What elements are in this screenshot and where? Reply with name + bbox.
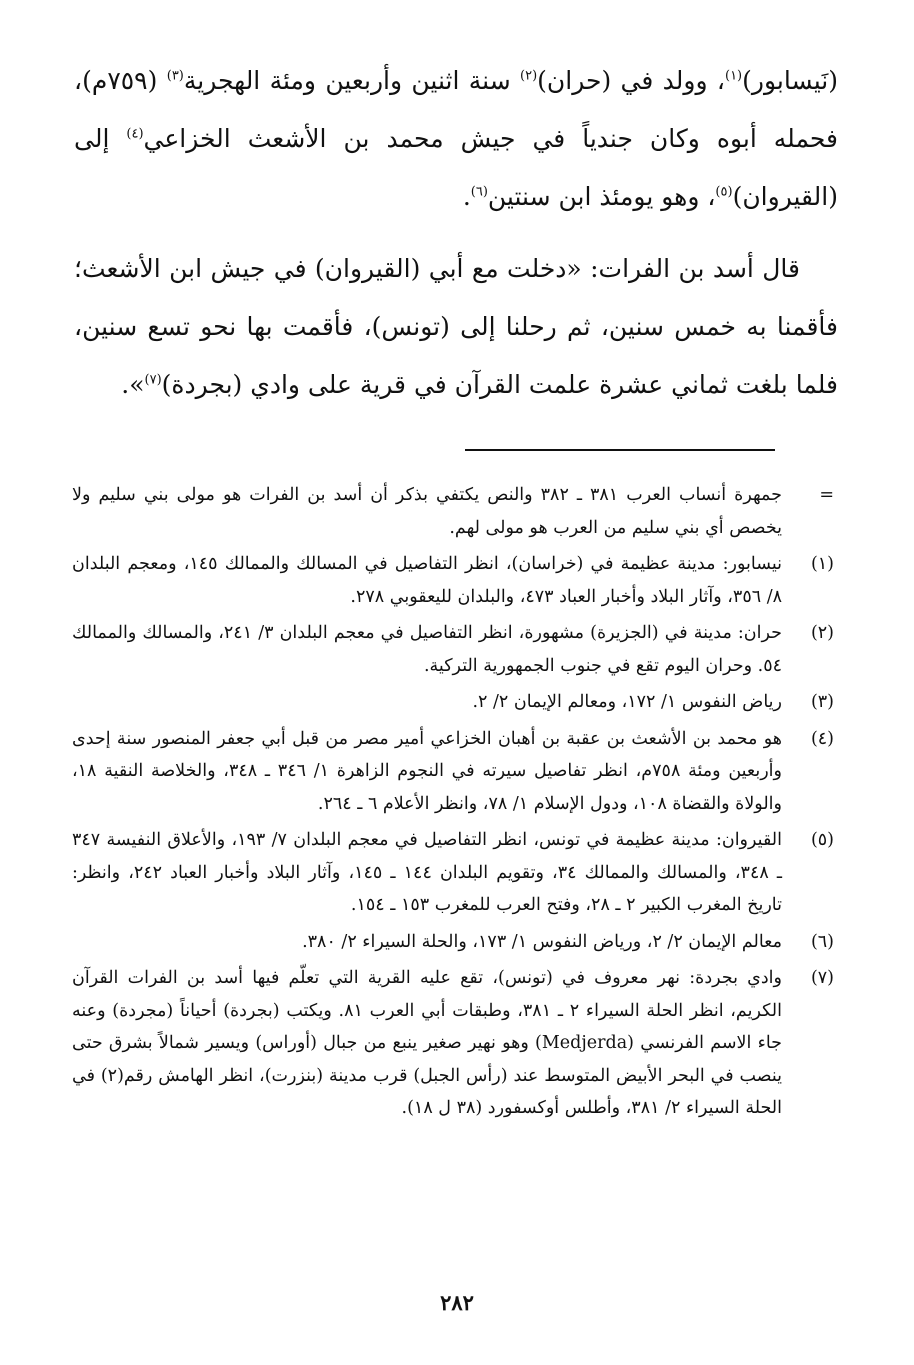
footnote-number: (٥) <box>810 830 834 850</box>
page-number: ٢٨٢ <box>440 1290 474 1315</box>
text-run: (٧٥٩م)، فحمله أبوه وكان جندياً في جيش محمد بن الأشعث الخزاعي <box>74 66 838 153</box>
footnote-text: وادي بجردة: نهر معروف في (تونس)، تقع عليه القرية التي تعلّم فيها أسد بن الفرات القرآن الكريم، انظر الحلة السيراء ٢ ـ ٣٨١، وطبقات أبي العرب ٨١. ويكتب (بجردة) أحياناً (مجردة) وعنه جاء الاسم الفرنسي (Medjerda) وهو نهير صغير ينبع من جبال (أوراس) ويسير شمالاً بشرق حتى ينصب في البحر الأبيض المتوسط عند (رأس الجبل) قرب مدينة (بنزرت)، انظر الهامش رقم(٢) في الحلة السيراء ٢/ ٣٨١، وأطلس أوكسفورد (٣٨ ل ١٨). <box>72 968 783 1118</box>
footnote-text: نيسابور: مدينة عظيمة في (خراسان)، انظر التفاصيل في المسالك والممالك ١٤٥، ومعجم البلدان ٨/ ٣٥٦، وآثار البلاد وأخبار العباد ٤٧٣، والبلدان لليعقوبي ٢٧٨. <box>72 554 783 607</box>
footnote-3 <box>72 686 834 719</box>
text-run: إلى (القيروان) <box>74 124 838 211</box>
footnote-continuation <box>72 479 834 544</box>
footnote-number: (٣) <box>810 692 834 712</box>
footnote-number: (٦) <box>810 931 834 952</box>
footnote-6 <box>72 926 834 959</box>
footnote-ref-7[interactable]: (٧) <box>144 372 162 388</box>
footnote-4 <box>72 723 834 821</box>
text-run: (نَيسابور) <box>742 66 838 95</box>
footnote-ref-3[interactable]: (٣) <box>166 68 184 84</box>
paragraph-1 <box>74 52 838 226</box>
footnote-2 <box>72 617 834 682</box>
footnote-text: معالم الإيمان ٢/ ٢، ورياض النفوس ١/ ١٧٣، والحلة السيراء ٢/ ٣٨٠. <box>302 931 782 952</box>
text-run: . <box>462 182 471 211</box>
footnote-7 <box>72 962 834 1125</box>
footnote-text: جمهرة أنساب العرب ٣٨١ ـ ٣٨٢ والنص يكتفي بذكر أن أسد بن الفرات هو مولى بني سليم ولا يخصص أي بني سليم من العرب هو مولى لهم. <box>72 485 782 538</box>
footnote-ref-5[interactable]: (٥) <box>715 184 733 200</box>
footnote-5 <box>72 824 834 922</box>
text-run: ، وولد في (حران) <box>537 66 725 95</box>
footnote-number: (٤) <box>810 728 834 749</box>
text-run: سنة اثنين وأربعين ومئة الهجرية <box>183 66 520 95</box>
footnote-text: هو محمد بن الأشعث بن عقبة بن أهبان الخزاعي أمير مصر من قبل أبي جعفر المنصور سنة إحدى وأربعين ومئة ٧٥٨م، انظر تفاصيل سيرته في النجوم الزاهرة ١/ ٣٤٦ ـ ٣٤٨، والخلاصة النقية ١٨، والولاة والقضاة ١٠٨، ودول الإسلام ١/ ٧٨، وانظر الأعلام ٦ ـ ٢٦٤. <box>72 728 782 814</box>
text-run: ، وهو يومئذ ابن سنتين <box>487 182 716 211</box>
footnote-ref-4[interactable]: (٤) <box>126 126 144 142</box>
footnote-ref-6[interactable]: (٦) <box>470 184 488 200</box>
footnote-ref-1[interactable]: (١) <box>724 68 743 84</box>
footnote-text: حران: مدينة في (الجزيرة) مشهورة، انظر التفاصيل في معجم البلدان ٣/ ٢٤١، والمسالك والممالك ٥٤. وحران اليوم تقع في جنوب الجمهورية التركية. <box>72 623 782 676</box>
footnote-separator <box>465 449 775 451</box>
footnotes <box>72 479 834 1129</box>
paragraph-2 <box>74 240 838 414</box>
footnote-number: = <box>819 485 834 505</box>
footnote-number: (٧) <box>810 968 834 988</box>
footnote-text: رياض النفوس ١/ ١٧٢، ومعالم الإيمان ٢/ ٢. <box>472 692 782 712</box>
footnote-number: (٢) <box>810 623 834 643</box>
footnote-text: القيروان: مدينة عظيمة في تونس، انظر التفاصيل في معجم البلدان ٧/ ١٩٣، والأعلاق النفيسة ٣٤٧ ـ ٣٤٨، والمسالك والممالك ٣٤، وتقويم البلدان ١٤٤ ـ ١٤٥، وآثار البلاد وأخبار العباد ٢٤٢، وانظر: تاريخ المغرب الكبير ٢ ـ ٢٨، وفتح العرب للمغرب ١٥٣ ـ ١٥٤. <box>72 830 782 915</box>
footnote-number: (١) <box>810 554 834 574</box>
footnote-1 <box>72 548 834 613</box>
main-text <box>74 52 838 414</box>
text-run: ». <box>121 370 145 399</box>
footnote-ref-2[interactable]: (٢) <box>520 68 538 84</box>
text-run: قال أسد بن الفرات: «دخلت مع أبي (القيروان) في جيش ابن الأشعث؛ فأقمنا به خمس سنين، ثم رحلنا إلى (تونس)، فأقمت بها نحو تسع سنين، فلما بلغت ثماني عشرة علمت القرآن في قرية على وادي (بجردة) <box>74 254 838 399</box>
